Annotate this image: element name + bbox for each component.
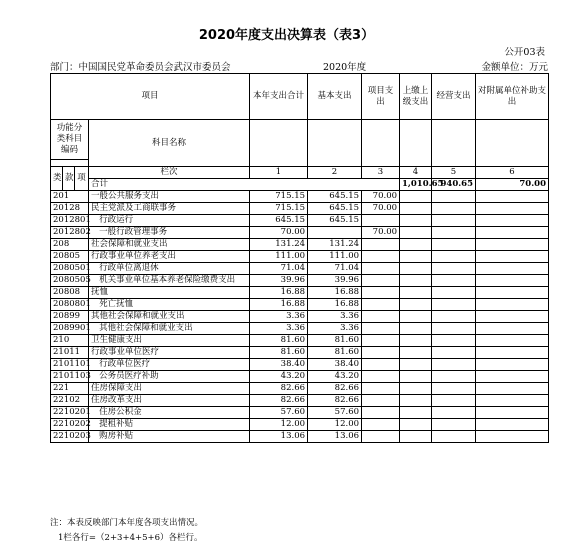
amount-business: [432, 359, 476, 371]
amount-business: [432, 311, 476, 323]
table-row: [51, 311, 549, 323]
indent-spacer: [91, 275, 99, 285]
col-num-1: 1: [250, 167, 308, 179]
amount-business: [432, 287, 476, 299]
amount-project: [362, 263, 400, 275]
amount-upper: [400, 311, 432, 323]
indent-spacer: [91, 215, 99, 225]
subject-code: 2101101: [51, 359, 89, 371]
amount-subsidy: [476, 215, 549, 227]
amount-business: [432, 239, 476, 251]
subject-name-text: 行政单位离退休: [99, 263, 159, 273]
amount-total: 13.06: [250, 431, 308, 443]
total-label: 合计: [89, 179, 400, 191]
amount-project: [362, 395, 400, 407]
header-blank: [476, 120, 549, 167]
total-project: 70.00: [476, 179, 549, 191]
amount-total: 12.00: [250, 419, 308, 431]
amount-subsidy: [476, 335, 549, 347]
amount-basic: 131.24: [308, 239, 362, 251]
table-row: [51, 347, 549, 359]
table-row: [51, 395, 549, 407]
subject-name: 卫生健康支出: [89, 335, 250, 347]
header-subsidy: 对附属单位补助支出: [476, 74, 549, 120]
subject-code: 2089901: [51, 323, 89, 335]
indent-spacer: [91, 227, 99, 237]
amount-business: [432, 323, 476, 335]
amount-subsidy: [476, 251, 549, 263]
amount-subsidy: [476, 395, 549, 407]
amount-business: [432, 203, 476, 215]
report-year: 2020年度: [323, 62, 367, 73]
amount-basic: 3.36: [308, 323, 362, 335]
table-row: [51, 407, 549, 419]
amount-business: [432, 371, 476, 383]
header-blank: [51, 160, 89, 167]
header-item: 项目: [51, 74, 250, 120]
table-row: [51, 239, 549, 251]
amount-total: 43.20: [250, 371, 308, 383]
amount-project: 70.00: [362, 191, 400, 203]
amount-total: 131.24: [250, 239, 308, 251]
amount-subsidy: [476, 431, 549, 443]
subject-name: 住房保障支出: [89, 383, 250, 395]
subject-code: 2012802: [51, 227, 89, 239]
subject-code: 221: [51, 383, 89, 395]
amount-total: 645.15: [250, 215, 308, 227]
amount-business: [432, 251, 476, 263]
amount-upper: [400, 335, 432, 347]
amount-total: 82.66: [250, 383, 308, 395]
amount-basic: 13.06: [308, 431, 362, 443]
amount-basic: 111.00: [308, 251, 362, 263]
subject-name-text: 购房补贴: [99, 431, 134, 441]
header-blank: [362, 120, 400, 167]
amount-upper: [400, 287, 432, 299]
subject-code: 22102: [51, 395, 89, 407]
table-row: [51, 335, 549, 347]
subject-code: 2080501: [51, 263, 89, 275]
subject-name-text: 一般行政管理事务: [99, 227, 168, 237]
amount-total: 82.66: [250, 395, 308, 407]
amount-basic: 16.88: [308, 299, 362, 311]
subject-name-text: 死亡抚恤: [99, 299, 134, 309]
amount-upper: [400, 239, 432, 251]
expenditure-table: [50, 73, 549, 443]
header-project: 项目支出: [362, 74, 400, 120]
subject-code: 210: [51, 335, 89, 347]
indent-spacer: [91, 359, 99, 369]
subject-name: [89, 299, 250, 311]
col-num-6: 6: [476, 167, 549, 179]
amount-total: 57.60: [250, 407, 308, 419]
header-blank: [250, 120, 308, 167]
amount-upper: [400, 215, 432, 227]
report-title: 2020年度支出决算表（表3）: [198, 28, 375, 43]
amount-unit: 金额单位：万元: [481, 62, 548, 73]
subject-name-text: 行政单位医疗: [99, 359, 151, 369]
amount-upper: [400, 395, 432, 407]
amount-basic: 645.15: [308, 215, 362, 227]
amount-basic: 43.20: [308, 371, 362, 383]
subject-name: [89, 371, 250, 383]
amount-basic: 57.60: [308, 407, 362, 419]
amount-upper: [400, 419, 432, 431]
amount-upper: [400, 191, 432, 203]
indent-spacer: [91, 431, 99, 441]
indent-spacer: [91, 299, 99, 309]
header-blank: [432, 120, 476, 167]
total-basic: 940.65: [432, 179, 476, 191]
header-blank: [400, 120, 432, 167]
amount-upper: [400, 227, 432, 239]
amount-total: 3.36: [250, 311, 308, 323]
header-row-main: [51, 74, 549, 120]
subject-name: [89, 419, 250, 431]
amount-business: [432, 395, 476, 407]
amount-project: [362, 287, 400, 299]
subject-name: [89, 323, 250, 335]
subject-name: [89, 275, 250, 287]
amount-project: [362, 419, 400, 431]
amount-upper: [400, 383, 432, 395]
subject-name-text: 行政运行: [99, 215, 134, 225]
total-amount: 1,010.65: [400, 179, 432, 191]
amount-project: 70.00: [362, 203, 400, 215]
amount-upper: [400, 299, 432, 311]
subject-name: 民主党派及工商联事务: [89, 203, 250, 215]
amount-business: [432, 383, 476, 395]
table-row: [51, 419, 549, 431]
table-row: [51, 203, 549, 215]
amount-subsidy: [476, 371, 549, 383]
subject-name: 行政事业单位医疗: [89, 347, 250, 359]
header-blank: [308, 120, 362, 167]
subject-code: 20899: [51, 311, 89, 323]
subject-code: 20808: [51, 287, 89, 299]
col-num-5: 5: [432, 167, 476, 179]
amount-project: [362, 431, 400, 443]
amount-project: [362, 251, 400, 263]
amount-total: 16.88: [250, 287, 308, 299]
amount-project: [362, 383, 400, 395]
amount-subsidy: [476, 287, 549, 299]
amount-total: 71.04: [250, 263, 308, 275]
header-lanci: 栏次: [89, 167, 250, 179]
amount-upper: [400, 347, 432, 359]
amount-business: [432, 335, 476, 347]
amount-subsidy: [476, 323, 549, 335]
subject-name: [89, 407, 250, 419]
amount-total: 81.60: [250, 335, 308, 347]
amount-business: [432, 299, 476, 311]
amount-subsidy: [476, 407, 549, 419]
amount-basic: 71.04: [308, 263, 362, 275]
document-number: 公开03表: [504, 47, 545, 58]
subject-code: 2101103: [51, 371, 89, 383]
subject-code: 20128: [51, 203, 89, 215]
subject-code: 201: [51, 191, 89, 203]
amount-subsidy: [476, 311, 549, 323]
subject-code: 21011: [51, 347, 89, 359]
table-row: [51, 215, 549, 227]
amount-total: 38.40: [250, 359, 308, 371]
subject-code: 2210203: [51, 431, 89, 443]
amount-basic: 39.96: [308, 275, 362, 287]
amount-project: [362, 215, 400, 227]
amount-basic: 12.00: [308, 419, 362, 431]
amount-subsidy: [476, 203, 549, 215]
amount-subsidy: [476, 263, 549, 275]
amount-subsidy: [476, 419, 549, 431]
header-kuan: 款: [63, 167, 75, 191]
amount-basic: 82.66: [308, 395, 362, 407]
subject-name: [89, 215, 250, 227]
amount-subsidy: [476, 227, 549, 239]
amount-upper: [400, 275, 432, 287]
table-note-formula: 1栏各行=（2+3+4+5+6）各栏行。: [58, 533, 203, 543]
amount-basic: 81.60: [308, 347, 362, 359]
amount-project: [362, 239, 400, 251]
amount-upper: [400, 407, 432, 419]
subject-code: 20805: [51, 251, 89, 263]
amount-business: [432, 347, 476, 359]
amount-total: 715.15: [250, 203, 308, 215]
table-note: 注：本表反映部门本年度各项支出情况。: [50, 518, 204, 528]
amount-total: 70.00: [250, 227, 308, 239]
amount-upper: [400, 263, 432, 275]
department-name: 部门：中国国民党革命委员会武汉市委员会: [50, 62, 231, 73]
amount-basic: 3.36: [308, 311, 362, 323]
subject-name: [89, 227, 250, 239]
table-row: [51, 227, 549, 239]
amount-total: 81.60: [250, 347, 308, 359]
amount-project: [362, 371, 400, 383]
report-meta: [50, 59, 548, 73]
amount-total: 3.36: [250, 323, 308, 335]
amount-total: 715.15: [250, 191, 308, 203]
subject-name-text: 提租补贴: [99, 419, 134, 429]
subject-name-text: 机关事业单位基本养老保险缴费支出: [99, 275, 236, 285]
table-row: [51, 383, 549, 395]
amount-project: [362, 335, 400, 347]
amount-upper: [400, 371, 432, 383]
amount-business: [432, 431, 476, 443]
header-xiang: 项: [75, 167, 89, 191]
header-total: 本年支出合计: [250, 74, 308, 120]
table-row: [51, 431, 549, 443]
subject-name: 抚恤: [89, 287, 250, 299]
amount-project: [362, 359, 400, 371]
amount-subsidy: [476, 191, 549, 203]
header-func-code: 功能分类科目编码: [51, 120, 89, 160]
amount-subsidy: [476, 359, 549, 371]
amount-basic: 38.40: [308, 359, 362, 371]
table-row: [51, 191, 549, 203]
header-business: 经营支出: [432, 74, 476, 120]
amount-project: [362, 407, 400, 419]
subject-code: 2210202: [51, 419, 89, 431]
table-row: [51, 263, 549, 275]
amount-upper: [400, 359, 432, 371]
header-lei: 类: [51, 167, 63, 191]
amount-basic: 81.60: [308, 335, 362, 347]
amount-upper: [400, 323, 432, 335]
amount-project: [362, 275, 400, 287]
amount-basic: 645.15: [308, 191, 362, 203]
subject-name: 行政事业单位养老支出: [89, 251, 250, 263]
amount-subsidy: [476, 239, 549, 251]
amount-project: [362, 299, 400, 311]
total-row: [51, 179, 549, 191]
subject-name: 一般公共服务支出: [89, 191, 250, 203]
subject-name: 其他社会保障和就业支出: [89, 311, 250, 323]
amount-subsidy: [476, 275, 549, 287]
subject-name: [89, 263, 250, 275]
indent-spacer: [91, 419, 99, 429]
header-upper: 上缴上级支出: [400, 74, 432, 120]
amount-subsidy: [476, 347, 549, 359]
amount-upper: [400, 251, 432, 263]
subject-code: 2080505: [51, 275, 89, 287]
table-row: [51, 299, 549, 311]
amount-subsidy: [476, 299, 549, 311]
subject-code: 208: [51, 239, 89, 251]
subject-name: 社会保障和就业支出: [89, 239, 250, 251]
header-subject-name: 科目名称: [89, 120, 250, 167]
amount-business: [432, 275, 476, 287]
amount-basic: 82.66: [308, 383, 362, 395]
amount-basic: [308, 227, 362, 239]
amount-business: [432, 419, 476, 431]
header-row-subject: [51, 120, 549, 160]
header-row-columns: [51, 167, 549, 179]
amount-business: [432, 227, 476, 239]
subject-name-text: 其他社会保障和就业支出: [99, 323, 193, 333]
amount-upper: [400, 203, 432, 215]
indent-spacer: [91, 371, 99, 381]
col-num-4: 4: [400, 167, 432, 179]
table-row: [51, 359, 549, 371]
amount-project: [362, 323, 400, 335]
amount-total: 39.96: [250, 275, 308, 287]
subject-name: [89, 431, 250, 443]
table-row: [51, 251, 549, 263]
table-row: [51, 323, 549, 335]
table-row: [51, 287, 549, 299]
subject-name-text: 住房公积金: [99, 407, 142, 417]
subject-code: 2080801: [51, 299, 89, 311]
amount-basic: 16.88: [308, 287, 362, 299]
col-num-2: 2: [308, 167, 362, 179]
amount-basic: 645.15: [308, 203, 362, 215]
amount-project: [362, 311, 400, 323]
amount-project: 70.00: [362, 227, 400, 239]
table-row: [51, 275, 549, 287]
col-num-3: 3: [362, 167, 400, 179]
amount-business: [432, 263, 476, 275]
amount-business: [432, 407, 476, 419]
table-row: [51, 371, 549, 383]
header-basic: 基本支出: [308, 74, 362, 120]
amount-project: [362, 347, 400, 359]
indent-spacer: [91, 323, 99, 333]
amount-business: [432, 191, 476, 203]
subject-code: 2210201: [51, 407, 89, 419]
amount-subsidy: [476, 383, 549, 395]
indent-spacer: [91, 263, 99, 273]
subject-name: 住房改革支出: [89, 395, 250, 407]
subject-name-text: 公务员医疗补助: [99, 371, 159, 381]
amount-total: 111.00: [250, 251, 308, 263]
subject-code: 2012801: [51, 215, 89, 227]
indent-spacer: [91, 407, 99, 417]
subject-name: [89, 359, 250, 371]
amount-business: [432, 215, 476, 227]
amount-total: 16.88: [250, 299, 308, 311]
amount-upper: [400, 431, 432, 443]
